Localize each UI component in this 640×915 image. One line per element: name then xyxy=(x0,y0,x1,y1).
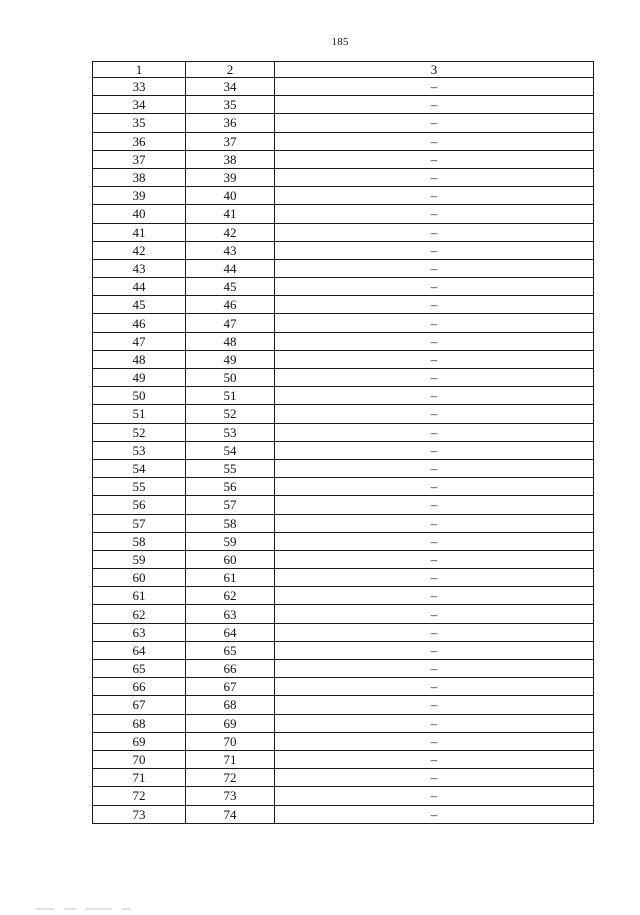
table-cell-col-1: 59 xyxy=(93,550,186,568)
table-cell-col-2: 57 xyxy=(186,496,275,514)
table-cell-col-2: 38 xyxy=(186,150,275,168)
table-cell-col-1: 57 xyxy=(93,514,186,532)
table-cell-col-1: 54 xyxy=(93,459,186,477)
table-row xyxy=(93,78,594,96)
table-cell-col-1: 67 xyxy=(93,696,186,714)
table-cell-col-3: – xyxy=(275,660,594,678)
table-cell-col-3: – xyxy=(275,441,594,459)
table-cell-col-2: 40 xyxy=(186,187,275,205)
table-cell-col-3: – xyxy=(275,114,594,132)
table-cell-col-3: – xyxy=(275,387,594,405)
table-cell-col-1: 60 xyxy=(93,569,186,587)
table-cell-col-3: – xyxy=(275,423,594,441)
table-cell-col-1: 41 xyxy=(93,223,186,241)
table-cell-col-2: 49 xyxy=(186,350,275,368)
header-row xyxy=(93,62,594,78)
table-cell-col-2: 55 xyxy=(186,459,275,477)
table-row xyxy=(93,168,594,186)
table-cell-col-1: 52 xyxy=(93,423,186,441)
table-cell-col-2: 64 xyxy=(186,623,275,641)
table-cell-col-3: – xyxy=(275,78,594,96)
table-cell-col-2: 74 xyxy=(186,805,275,823)
table-row xyxy=(93,569,594,587)
table-cell-col-1: 73 xyxy=(93,805,186,823)
table-row xyxy=(93,387,594,405)
table-cell-col-1: 58 xyxy=(93,532,186,550)
table-cell-col-1: 42 xyxy=(93,241,186,259)
table-row xyxy=(93,350,594,368)
column-header-3: 3 xyxy=(275,62,594,78)
table-cell-col-1: 48 xyxy=(93,350,186,368)
table-cell-col-2: 52 xyxy=(186,405,275,423)
table-cell-col-3: – xyxy=(275,769,594,787)
table-cell-col-2: 69 xyxy=(186,714,275,732)
table-row xyxy=(93,714,594,732)
column-header-2: 2 xyxy=(186,62,275,78)
table-cell-col-1: 65 xyxy=(93,660,186,678)
table-row xyxy=(93,241,594,259)
table-row xyxy=(93,732,594,750)
table-row xyxy=(93,769,594,787)
table-cell-col-2: 44 xyxy=(186,259,275,277)
table-row xyxy=(93,132,594,150)
table-cell-col-1: 55 xyxy=(93,478,186,496)
table-row xyxy=(93,532,594,550)
table-cell-col-1: 43 xyxy=(93,259,186,277)
table-cell-col-3: – xyxy=(275,332,594,350)
table-cell-col-3: – xyxy=(275,96,594,114)
table-cell-col-3: – xyxy=(275,714,594,732)
table-row xyxy=(93,750,594,768)
table-cell-col-1: 72 xyxy=(93,787,186,805)
table-cell-col-1: 47 xyxy=(93,332,186,350)
table-row xyxy=(93,332,594,350)
table-row xyxy=(93,496,594,514)
table-cell-col-1: 45 xyxy=(93,296,186,314)
table-cell-col-1: 63 xyxy=(93,623,186,641)
table-cell-col-2: 63 xyxy=(186,605,275,623)
table-cell-col-3: – xyxy=(275,369,594,387)
table-cell-col-3: – xyxy=(275,550,594,568)
table-cell-col-2: 60 xyxy=(186,550,275,568)
table-cell-col-3: – xyxy=(275,259,594,277)
table-cell-col-3: – xyxy=(275,787,594,805)
table-cell-col-2: 72 xyxy=(186,769,275,787)
table-cell-col-2: 54 xyxy=(186,441,275,459)
table-cell-col-2: 56 xyxy=(186,478,275,496)
table-cell-col-3: – xyxy=(275,532,594,550)
table-row xyxy=(93,587,594,605)
column-header-1: 1 xyxy=(93,62,186,78)
table-cell-col-1: 39 xyxy=(93,187,186,205)
table-cell-col-3: – xyxy=(275,696,594,714)
table-row xyxy=(93,259,594,277)
table-row xyxy=(93,405,594,423)
table-row xyxy=(93,550,594,568)
table-cell-col-2: 51 xyxy=(186,387,275,405)
table-cell-col-1: 37 xyxy=(93,150,186,168)
table-cell-col-2: 70 xyxy=(186,732,275,750)
table-body xyxy=(93,78,594,824)
table-cell-col-2: 48 xyxy=(186,332,275,350)
table-cell-col-1: 38 xyxy=(93,168,186,186)
table-cell-col-2: 41 xyxy=(186,205,275,223)
table-cell-col-2: 43 xyxy=(186,241,275,259)
table-row xyxy=(93,314,594,332)
scan-artifact xyxy=(36,897,196,901)
table-cell-col-1: 33 xyxy=(93,78,186,96)
table-cell-col-2: 46 xyxy=(186,296,275,314)
table-cell-col-2: 65 xyxy=(186,641,275,659)
table-cell-col-1: 49 xyxy=(93,369,186,387)
table-cell-col-3: – xyxy=(275,750,594,768)
table-cell-col-2: 61 xyxy=(186,569,275,587)
table-cell-col-2: 68 xyxy=(186,696,275,714)
table-cell-col-1: 62 xyxy=(93,605,186,623)
table-cell-col-3: – xyxy=(275,350,594,368)
table-cell-col-2: 50 xyxy=(186,369,275,387)
table-cell-col-1: 56 xyxy=(93,496,186,514)
table-cell-col-2: 34 xyxy=(186,78,275,96)
table-cell-col-2: 53 xyxy=(186,423,275,441)
table-row xyxy=(93,641,594,659)
table-cell-col-3: – xyxy=(275,496,594,514)
table-row xyxy=(93,96,594,114)
table-cell-col-2: 39 xyxy=(186,168,275,186)
table-cell-col-3: – xyxy=(275,478,594,496)
table-cell-col-2: 36 xyxy=(186,114,275,132)
table-row xyxy=(93,114,594,132)
table-cell-col-3: – xyxy=(275,805,594,823)
table-cell-col-2: 62 xyxy=(186,587,275,605)
table-row xyxy=(93,187,594,205)
table-cell-col-2: 59 xyxy=(186,532,275,550)
table-row xyxy=(93,478,594,496)
table-cell-col-3: – xyxy=(275,514,594,532)
table-row xyxy=(93,805,594,823)
table-cell-col-2: 42 xyxy=(186,223,275,241)
table-cell-col-3: – xyxy=(275,150,594,168)
table-cell-col-1: 35 xyxy=(93,114,186,132)
table-cell-col-3: – xyxy=(275,205,594,223)
table-cell-col-2: 35 xyxy=(186,96,275,114)
table-cell-col-1: 36 xyxy=(93,132,186,150)
table-cell-col-3: – xyxy=(275,296,594,314)
table-cell-col-1: 64 xyxy=(93,641,186,659)
table-cell-col-2: 66 xyxy=(186,660,275,678)
table-row xyxy=(93,678,594,696)
data-table xyxy=(92,61,594,824)
table-cell-col-3: – xyxy=(275,187,594,205)
table-cell-col-3: – xyxy=(275,241,594,259)
table-cell-col-2: 37 xyxy=(186,132,275,150)
table-cell-col-2: 67 xyxy=(186,678,275,696)
table-row xyxy=(93,423,594,441)
table-cell-col-3: – xyxy=(275,459,594,477)
table-row xyxy=(93,278,594,296)
table-cell-col-1: 50 xyxy=(93,387,186,405)
table-row xyxy=(93,514,594,532)
table-cell-col-1: 71 xyxy=(93,769,186,787)
table-cell-col-3: – xyxy=(275,605,594,623)
table-cell-col-1: 68 xyxy=(93,714,186,732)
table-cell-col-1: 66 xyxy=(93,678,186,696)
table-cell-col-1: 34 xyxy=(93,96,186,114)
table-cell-col-3: – xyxy=(275,278,594,296)
table-cell-col-2: 58 xyxy=(186,514,275,532)
table-row xyxy=(93,605,594,623)
table-cell-col-1: 53 xyxy=(93,441,186,459)
table-row xyxy=(93,441,594,459)
table-cell-col-3: – xyxy=(275,587,594,605)
table-cell-col-1: 61 xyxy=(93,587,186,605)
table-row xyxy=(93,459,594,477)
table-row xyxy=(93,660,594,678)
table-row xyxy=(93,787,594,805)
table-cell-col-2: 71 xyxy=(186,750,275,768)
table-cell-col-3: – xyxy=(275,168,594,186)
table-cell-col-3: – xyxy=(275,732,594,750)
table-cell-col-3: – xyxy=(275,223,594,241)
table-row xyxy=(93,369,594,387)
table-cell-col-1: 40 xyxy=(93,205,186,223)
table-cell-col-1: 44 xyxy=(93,278,186,296)
table-row xyxy=(93,623,594,641)
table-cell-col-2: 47 xyxy=(186,314,275,332)
table-cell-col-3: – xyxy=(275,132,594,150)
table-row xyxy=(93,205,594,223)
table-cell-col-1: 69 xyxy=(93,732,186,750)
table-cell-col-3: – xyxy=(275,623,594,641)
table-cell-col-3: – xyxy=(275,641,594,659)
table-cell-col-2: 45 xyxy=(186,278,275,296)
table-cell-col-1: 46 xyxy=(93,314,186,332)
table-row xyxy=(93,223,594,241)
table-cell-col-2: 73 xyxy=(186,787,275,805)
table-cell-col-3: – xyxy=(275,569,594,587)
table-row xyxy=(93,296,594,314)
table-header xyxy=(93,62,594,78)
table-row xyxy=(93,150,594,168)
table-cell-col-3: – xyxy=(275,678,594,696)
page-number: 185 xyxy=(331,36,349,48)
table-cell-col-1: 70 xyxy=(93,750,186,768)
table-cell-col-3: – xyxy=(275,314,594,332)
table-row xyxy=(93,696,594,714)
table-cell-col-3: – xyxy=(275,405,594,423)
table-cell-col-1: 51 xyxy=(93,405,186,423)
